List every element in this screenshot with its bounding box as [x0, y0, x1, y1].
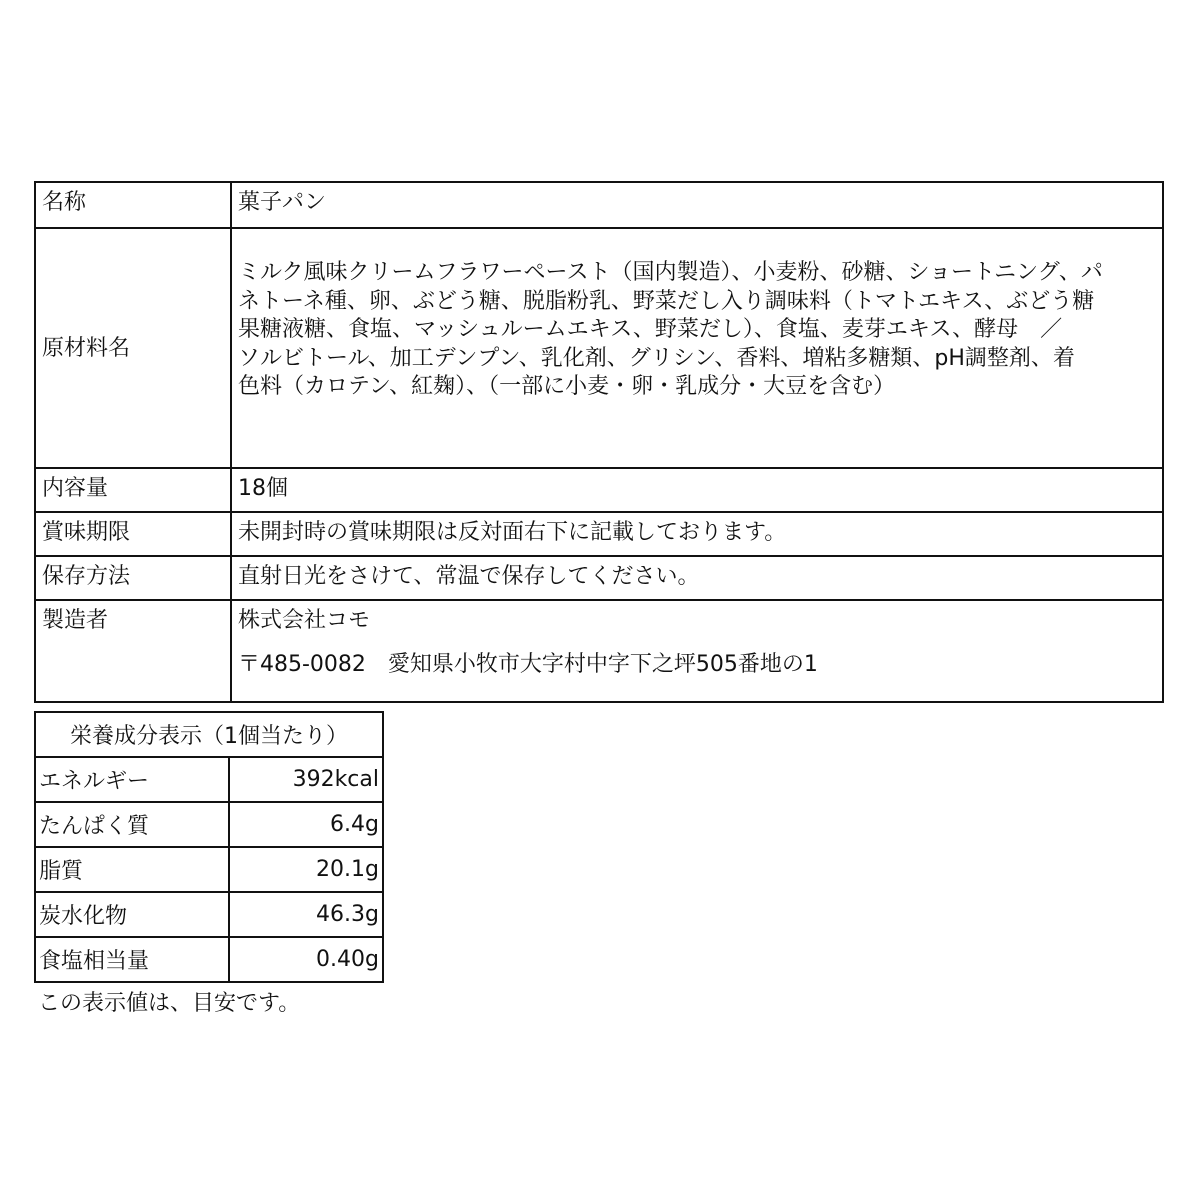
label-key: 内容量: [35, 468, 231, 512]
nutrient-value: 20.1g: [229, 847, 383, 892]
nutrient-name: エネルギー: [35, 757, 229, 802]
nutrition-note: この表示値は、目安です。: [38, 991, 301, 1016]
manufacturer-name: 株式会社コモ: [238, 608, 371, 633]
label-value: 18個: [231, 468, 1163, 512]
ingredients-line: ミルク風味クリームフラワーペースト（国内製造）、小麦粉、砂糖、ショートニング、パ: [238, 260, 1103, 285]
ingredients-value: [231, 228, 1163, 468]
nutrient-name: 脂質: [35, 847, 229, 892]
nutrient-name: 食塩相当量: [35, 937, 229, 982]
label-key: 原材料名: [35, 228, 231, 468]
label-row-name: [35, 182, 1163, 228]
label-value: 未開封時の賞味期限は反対面右下に記載しております。: [231, 512, 1163, 556]
label-row-ingredients: [35, 228, 1163, 468]
nutrition-row: [35, 892, 383, 937]
label-key: 名称: [35, 182, 231, 228]
nutrition-table: [34, 711, 384, 983]
ingredients-line: ネトーネ種、卵、ぶどう糖、脱脂粉乳、野菜だし入り調味料（トマトエキス、ぶどう糖: [238, 288, 1095, 314]
nutrition-row: [35, 847, 383, 892]
nutrient-value: 46.3g: [229, 892, 383, 937]
ingredients-line: 果糖液糖、食塩、マッシュルームエキス、野菜だし）、食塩、麦芽エキス、酵母 ／: [238, 317, 1063, 342]
nutrient-value: 6.4g: [229, 802, 383, 847]
nutrient-value: 392kcal: [229, 757, 383, 802]
nutrient-name: 炭水化物: [35, 892, 229, 937]
ingredients-line: ソルビトール、加工デンプン、乳化剤、グリシン、香料、増粘多糖類、pH調整剤、着: [238, 345, 1075, 371]
label-row-best-before: [35, 512, 1163, 556]
label-row-contents: [35, 468, 1163, 512]
manufacturer-value: [231, 600, 1163, 702]
label-key: 賞味期限: [35, 512, 231, 556]
nutrient-value: 0.40g: [229, 937, 383, 982]
label-value: 菓子パン: [231, 182, 1163, 228]
label-value: 直射日光をさけて、常温で保存してください。: [231, 556, 1163, 600]
nutrition-header-row: [35, 712, 383, 757]
nutrition-row: [35, 937, 383, 982]
ingredients-line: 色料（カロテン、紅麹）、（一部に小麦・卵・乳成分・大豆を含む）: [238, 374, 896, 399]
label-row-storage: [35, 556, 1163, 600]
label-row-manufacturer: [35, 600, 1163, 702]
nutrition-row: [35, 757, 383, 802]
food-label-table: [34, 181, 1164, 703]
manufacturer-address: 〒485-0082 愛知県小牧市大字村中字下之坪505番地の1: [238, 652, 818, 677]
label-key: 保存方法: [35, 556, 231, 600]
nutrition-row: [35, 802, 383, 847]
nutrition-header: 栄養成分表示（1個当たり）: [35, 712, 383, 757]
nutrient-name: たんぱく質: [35, 802, 229, 847]
label-key: 製造者: [35, 600, 231, 702]
